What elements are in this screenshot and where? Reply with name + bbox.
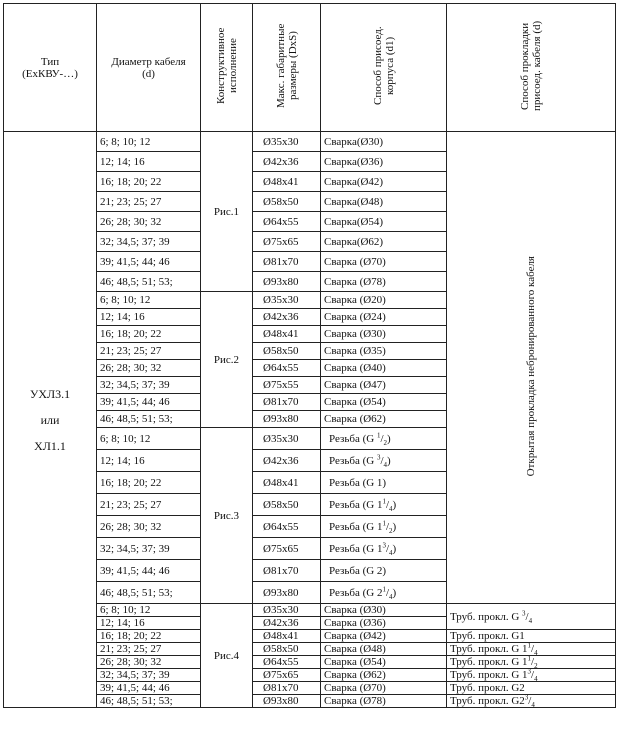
attachment-method (321, 656, 447, 669)
attachment-text: Сварка (Ø62) (324, 669, 386, 681)
max-dimensions: Ø75x65 (253, 669, 321, 682)
text: Резьба (G 1) (329, 476, 387, 489)
max-dimensions: Ø42x36 (253, 450, 321, 472)
attachment-method (321, 643, 447, 656)
text: Резьба (G (329, 498, 377, 511)
fraction-denominator: 4 (531, 701, 535, 708)
fraction-slash: / (531, 643, 535, 655)
max-dimensions: Ø64x55 (253, 212, 321, 232)
cable-diameter: 26; 28; 30; 32 (97, 656, 201, 669)
cable-diameter: 16; 18; 20; 22 (97, 472, 201, 494)
cable-diameter: 21; 23; 25; 27 (97, 643, 201, 656)
max-dimensions: Ø81x70 (253, 560, 321, 582)
text: ) (387, 454, 391, 467)
cable-diameter: 46; 48,5; 51; 53; (97, 582, 201, 604)
attachment-text: Сварка (Ø78) (324, 695, 386, 707)
cable-diameter: 32; 34,5; 37; 39 (97, 232, 201, 252)
fraction-denominator: 2 (534, 662, 538, 669)
fraction-whole: 1 (522, 656, 528, 668)
pipe-laying (447, 604, 616, 630)
fraction-numerator: 1 (527, 655, 532, 663)
fraction-whole: 2 (376, 586, 383, 599)
attachment-text: Сварка(Ø36) (324, 155, 384, 168)
pipe-laying (447, 630, 616, 643)
cable-diameter: 16; 18; 20; 22 (97, 326, 201, 343)
fraction-denominator: 2 (383, 438, 387, 447)
attachment-text: Сварка (Ø48) (324, 643, 386, 655)
text: Резьба (G (329, 542, 377, 555)
attachment-method (321, 343, 447, 360)
max-dimensions: Ø64x55 (253, 360, 321, 377)
attachment-method (321, 428, 447, 450)
header-attach: Способ присоед. корпуса (d1) (321, 4, 447, 132)
type-cell (4, 132, 97, 708)
attachment-method (321, 377, 447, 394)
attachment-text: Сварка(Ø62) (324, 235, 384, 248)
attachment-text: Сварка(Ø48) (324, 195, 384, 208)
attachment-text: Сварка (Ø36) (324, 617, 386, 629)
cable-diameter: 21; 23; 25; 27 (97, 343, 201, 360)
max-dimensions: Ø48x41 (253, 472, 321, 494)
pipe-laying (447, 643, 616, 656)
figure-label: Рис.1 (201, 132, 253, 292)
max-dimensions: Ø58x50 (253, 643, 321, 656)
max-dimensions: Ø58x50 (253, 343, 321, 360)
fraction-denominator: 4 (383, 460, 387, 469)
fraction-whole: 1 (376, 498, 383, 511)
max-dimensions: Ø35x30 (253, 292, 321, 309)
attachment-text: Сварка (Ø30) (324, 328, 386, 340)
max-dimensions: Ø42x36 (253, 617, 321, 630)
text: ) (392, 498, 397, 511)
max-dimensions: Ø48x41 (253, 630, 321, 643)
text: ) (392, 520, 397, 533)
text: Труб. прокл. G2 (450, 695, 525, 707)
type-line: ХЛ1.1 (34, 438, 66, 453)
attachment-text: Сварка(Ø30) (324, 135, 384, 148)
pipe-laying (447, 656, 616, 669)
attachment-text: Сварка(Ø54) (324, 215, 384, 228)
fraction-numerator: 1 (382, 496, 386, 505)
attachment-method (321, 192, 447, 212)
attachment-method (321, 292, 447, 309)
fraction-numerator: 3 (527, 668, 532, 676)
fraction-denominator: 2 (389, 526, 393, 535)
cable-diameter: 39; 41,5; 44; 46 (97, 560, 201, 582)
attachment-method (321, 450, 447, 472)
attachment-method (321, 272, 447, 292)
cable-diameter: 12; 14; 16 (97, 309, 201, 326)
fraction-denominator: 4 (389, 592, 393, 601)
type-line: или (40, 412, 60, 427)
attachment-method (321, 560, 447, 582)
attachment-method (321, 411, 447, 428)
fraction-numerator: 3 (376, 452, 381, 461)
max-dimensions: Ø48x41 (253, 326, 321, 343)
fraction-slash: / (525, 610, 529, 623)
cable-diameter: 32; 34,5; 37; 39 (97, 669, 201, 682)
max-dimensions: Ø35x30 (253, 428, 321, 450)
max-dimensions: Ø64x55 (253, 656, 321, 669)
fraction-slash: / (531, 669, 535, 681)
max-dimensions: Ø58x50 (253, 494, 321, 516)
attachment-text: Сварка (Ø70) (324, 682, 386, 694)
fraction-denominator: 4 (528, 616, 533, 625)
attachment-method (321, 695, 447, 708)
attachment-text: Сварка (Ø47) (324, 379, 386, 391)
cable-diameter: 32; 34,5; 37; 39 (97, 377, 201, 394)
attachment-text: Сварка (Ø54) (324, 396, 386, 408)
max-dimensions: Ø48x41 (253, 172, 321, 192)
cable-diameter: 16; 18; 20; 22 (97, 172, 201, 192)
text: Труб. прокл. G2 (450, 682, 525, 694)
fraction-numerator: 1 (382, 518, 386, 527)
fraction-whole: 1 (522, 669, 528, 681)
header-diameter: Диаметр кабеля (d) (97, 4, 201, 132)
max-dimensions: Ø75x65 (253, 232, 321, 252)
pipe-laying (447, 682, 616, 695)
max-dimensions: Ø81x70 (253, 252, 321, 272)
text: Труб. прокл. G (450, 656, 523, 668)
cable-diameter: 6; 8; 10; 12 (97, 428, 201, 450)
fraction-numerator: 3 (524, 694, 529, 702)
cable-diameter: 39; 41,5; 44; 46 (97, 394, 201, 411)
max-dimensions: Ø75x65 (253, 538, 321, 560)
attachment-method (321, 472, 447, 494)
max-dimensions: Ø93x80 (253, 272, 321, 292)
cable-diameter: 39; 41,5; 44; 46 (97, 682, 201, 695)
attachment-text: Сварка (Ø78) (324, 275, 386, 288)
attachment-text: Сварка (Ø30) (324, 604, 386, 616)
max-dimensions: Ø93x80 (253, 411, 321, 428)
attachment-method (321, 326, 447, 343)
text: Резьба (G (329, 520, 377, 533)
attachment-method (321, 582, 447, 604)
attachment-method (321, 360, 447, 377)
attachment-method (321, 172, 447, 192)
fraction-whole: 1 (522, 643, 528, 655)
attachment-text: Сварка (Ø20) (324, 294, 386, 306)
header-row (4, 4, 616, 132)
max-dimensions: Ø93x80 (253, 695, 321, 708)
text: Труб. прокл. G1 (450, 630, 525, 642)
fraction-slash: / (385, 586, 389, 599)
attachment-text: Сварка (Ø35) (324, 345, 386, 357)
fraction-slash: / (385, 520, 389, 533)
fraction-whole: 1 (376, 520, 383, 533)
table-body (4, 132, 616, 708)
fraction-denominator: 4 (389, 504, 393, 513)
cable-diameter: 21; 23; 25; 27 (97, 192, 201, 212)
fraction-slash: / (380, 432, 384, 445)
fraction-numerator: 1 (527, 642, 532, 650)
fraction-slash: / (528, 695, 532, 707)
attachment-method (321, 516, 447, 538)
pipe-laying (447, 695, 616, 708)
cable-diameter: 26; 28; 30; 32 (97, 360, 201, 377)
figure-label: Рис.2 (201, 292, 253, 428)
text: ) (392, 542, 397, 555)
max-dimensions: Ø81x70 (253, 394, 321, 411)
text: ) (392, 586, 397, 599)
fraction-numerator: 3 (382, 540, 386, 549)
cable-diameter: 46; 48,5; 51; 53; (97, 272, 201, 292)
attachment-method (321, 232, 447, 252)
cable-diameter: 39; 41,5; 44; 46 (97, 252, 201, 272)
pipe-laying (447, 669, 616, 682)
attachment-method (321, 132, 447, 152)
cable-diameter: 46; 48,5; 51; 53; (97, 411, 201, 428)
attachment-text: Сварка (Ø40) (324, 362, 386, 374)
attachment-text: Сварка (Ø24) (324, 311, 386, 323)
text: Резьба (G (329, 454, 377, 467)
cable-diameter: 12; 14; 16 (97, 617, 201, 630)
text: Резьба (G (329, 432, 377, 445)
attachment-method (321, 682, 447, 695)
fraction-denominator: 4 (389, 548, 393, 557)
text: Труб. прокл. G (450, 610, 523, 623)
attachment-method (321, 394, 447, 411)
attachment-method (321, 152, 447, 172)
cable-diameter: 6; 8; 10; 12 (97, 292, 201, 309)
table-row (4, 132, 616, 152)
fraction-slash: / (385, 498, 389, 511)
type-line: УХЛ3.1 (29, 386, 71, 401)
cable-diameter: 12; 14; 16 (97, 152, 201, 172)
attachment-text: Сварка(Ø42) (324, 175, 384, 188)
text: ) (387, 432, 391, 445)
attachment-text: Сварка (Ø70) (324, 255, 386, 268)
text: Резьба (G (329, 586, 377, 599)
text: Резьба (G 2) (329, 564, 387, 577)
header-laying: Способ прокладки присоед. кабеля (d) (447, 4, 616, 132)
cable-diameter: 21; 23; 25; 27 (97, 494, 201, 516)
text: Труб. прокл. G (450, 669, 523, 681)
cable-diameter: 26; 28; 30; 32 (97, 212, 201, 232)
fraction-slash: / (385, 542, 389, 555)
max-dimensions: Ø42x36 (253, 309, 321, 326)
header-type: Тип (ExКВУ-…) (4, 4, 97, 132)
fraction-slash: / (380, 454, 384, 467)
figure-label: Рис.4 (201, 604, 253, 708)
attachment-method (321, 630, 447, 643)
fraction-slash: / (531, 656, 535, 668)
max-dimensions: Ø93x80 (253, 582, 321, 604)
attachment-text: Сварка (Ø62) (324, 413, 386, 425)
attachment-text: Сварка (Ø54) (324, 656, 386, 668)
text: Труб. прокл. G (450, 643, 523, 655)
cable-diameter: 46; 48,5; 51; 53; (97, 695, 201, 708)
max-dimensions: Ø81x70 (253, 682, 321, 695)
header-dims: Макс. габаритные размеры (DxS) (253, 4, 321, 132)
attachment-text: Сварка (Ø42) (324, 630, 386, 642)
cable-diameter: 6; 8; 10; 12 (97, 132, 201, 152)
fraction-numerator: 1 (382, 584, 386, 593)
cable-diameter: 32; 34,5; 37; 39 (97, 538, 201, 560)
laying-text: Открытая прокладка небронированного кабеля (525, 255, 537, 477)
fraction-denominator: 4 (534, 649, 538, 656)
attachment-method (321, 252, 447, 272)
cable-diameter: 26; 28; 30; 32 (97, 516, 201, 538)
max-dimensions: Ø64x55 (253, 516, 321, 538)
max-dimensions: Ø35x30 (253, 604, 321, 617)
attachment-method (321, 604, 447, 617)
attachment-method (321, 669, 447, 682)
max-dimensions: Ø42x36 (253, 152, 321, 172)
header-design: Конструктивное исполнение (201, 4, 253, 132)
attachment-method (321, 494, 447, 516)
cable-diameter: 12; 14; 16 (97, 450, 201, 472)
fraction-numerator: 3 (522, 608, 526, 617)
fraction-numerator: 1 (376, 430, 381, 439)
cable-diameter: 16; 18; 20; 22 (97, 630, 201, 643)
figure-label: Рис.3 (201, 428, 253, 604)
attachment-method (321, 309, 447, 326)
attachment-method (321, 538, 447, 560)
attachment-method (321, 212, 447, 232)
cable-diameter: 6; 8; 10; 12 (97, 604, 201, 617)
max-dimensions: Ø35x30 (253, 132, 321, 152)
laying-method (447, 132, 616, 604)
cable-gland-table (3, 3, 616, 708)
fraction-denominator: 4 (534, 675, 538, 682)
max-dimensions: Ø58x50 (253, 192, 321, 212)
fraction-whole: 1 (376, 542, 383, 555)
max-dimensions: Ø75x55 (253, 377, 321, 394)
attachment-method (321, 617, 447, 630)
